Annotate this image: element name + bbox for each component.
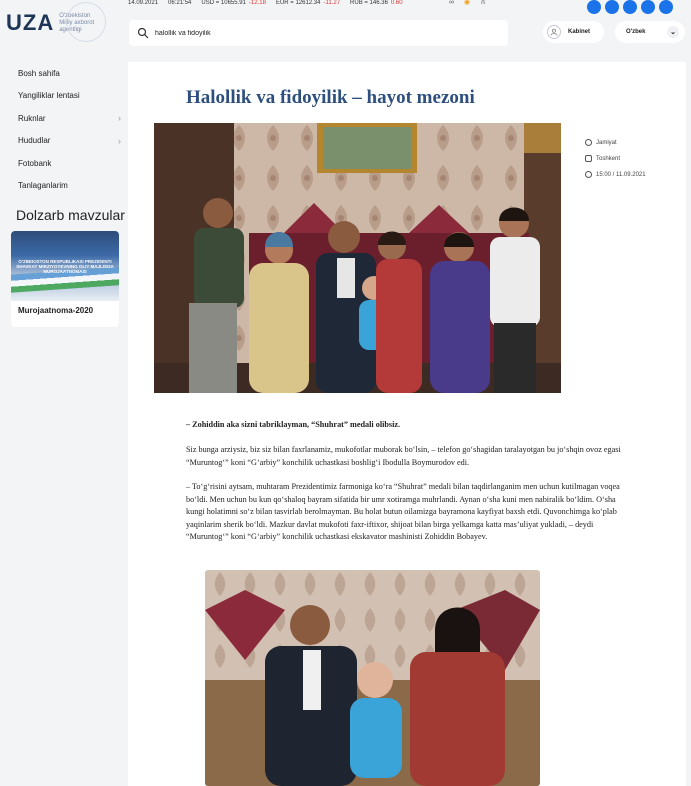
article-paragraph-lead: – Zohiddin aka sizni tabriklayman, “Shuhrat” medali olibsiz.: [186, 420, 401, 429]
article-paragraph: Siz bunga arziysiz, biz siz bilan faxrlanamiz, mukofotlar muborak bo‘lsin, – telefon go‘shagidan taralayotgan bu jo‘shqin ovoz egasi “Muruntog‘” koni “G‘arbiy” konchilik uchastkasi boshlig‘i Ibodulla Boymurodov edi.: [186, 445, 621, 467]
ticker-date: 14.09.2021: [128, 0, 159, 6]
cabinet-button[interactable]: [543, 21, 604, 43]
clock-icon: [585, 171, 592, 178]
category-icon: [585, 139, 592, 146]
cabinet-label: Kabinet: [568, 29, 591, 35]
youtube-icon[interactable]: [659, 0, 673, 14]
instagram-icon[interactable]: [641, 0, 655, 14]
logo-wordmark: UZA: [6, 10, 55, 35]
sidebar-item-rubrics[interactable]: Ruknlar ›: [18, 113, 121, 123]
logo-tagline: O'zbekiston Milliy axborot agentligi: [59, 12, 95, 33]
hot-topic-label: Murojaatnoma-2020: [18, 306, 94, 315]
sidebar-item-news-feed[interactable]: Yangiliklar lentasi: [18, 91, 80, 101]
chevron-right-icon: ›: [118, 135, 121, 146]
meta-datetime: 15:00 / 11.09.2021: [585, 171, 646, 178]
ticker-usd: USD = 10655.91 -12.18: [201, 0, 266, 6]
search-input[interactable]: [155, 30, 485, 37]
hot-topic-caption: O'ZBEKISTON RESPUBLIKASI PREZIDENTI SHAVKAT MIRZIYOYEVNING OLIY MAJLISGA MUROJAATNOMASI: [16, 259, 114, 274]
glasses-icon[interactable]: ∞: [449, 0, 454, 6]
site-logo[interactable]: [6, 6, 121, 40]
location-icon: [585, 155, 592, 162]
telegram-icon[interactable]: [605, 0, 619, 14]
ticker-eur: EUR = 12612.34 -11.27: [275, 0, 341, 6]
meta-category[interactable]: Jamiyat: [585, 139, 646, 146]
hot-topic-card[interactable]: [11, 231, 119, 327]
sidebar-item-regions[interactable]: Hududlar ›: [18, 135, 121, 146]
twitter-icon[interactable]: [623, 0, 637, 14]
hot-topics-title: Dolzarb mavzular: [16, 207, 125, 223]
meta-region[interactable]: Toshkent: [585, 155, 646, 162]
logo-ring: [66, 2, 106, 42]
rss-icon[interactable]: ◉: [464, 0, 471, 6]
article-meta: [585, 139, 646, 187]
chevron-down-icon: ⌄: [667, 26, 679, 38]
language-selector[interactable]: [615, 21, 685, 43]
ticker-time: 06:21:54: [168, 0, 192, 6]
article-photo-family[interactable]: [154, 123, 561, 393]
ticker-icons: [449, 0, 486, 6]
article-photo-grandparents[interactable]: [205, 570, 540, 786]
article-container: [128, 62, 686, 786]
ticker-rub: RUB = 146.36 0.60: [350, 0, 403, 6]
sidebar: [0, 62, 128, 327]
chevron-right-icon: ›: [118, 113, 121, 123]
language-label: O'zbek: [626, 29, 646, 35]
sidebar-item-favorites[interactable]: Tanlaganlarim: [18, 181, 68, 191]
sitemap-icon[interactable]: ⋔: [480, 0, 486, 6]
search-icon: [137, 27, 149, 39]
search-bar[interactable]: [129, 20, 508, 46]
article-title: Halollik va fidoyilik – hayot mezoni: [186, 87, 475, 108]
sidebar-item-photobank[interactable]: Fotobank: [18, 158, 52, 168]
facebook-icon[interactable]: [587, 0, 601, 14]
user-icon: [547, 25, 561, 39]
article-paragraph: – To‘g‘risini aytsam, muhtaram Prezidentimiz farmoniga ko‘ra “Shuhrat” medali bilan taqdirlanganim men uchun kutilmagan voqea bo‘ldi. Men uchun bu kun qo‘shaloq bayram sifatida bir umr xotiramga muhrlandi. Aynan o‘sha kuni men nabiralik bo‘ldim. O‘sha kungi holatimni so‘z bilan tasvirlab berolmayman. Bu holat butun oilamizga bayramona kayfiyat baxsh etdi. Quvonchimga ko‘plab yaqinlarim sherik bo‘ldi. Mazkur davlat mukofoti faxr-iftixor, shijoat bilan birga yelkamga katta mas’uliyat yukladi, – deydi “Muruntog‘” koni “G‘arbiy” konchilik uchastkasi ekskavator mashinisti Zohiddin Bobayev.: [186, 482, 620, 542]
hot-topic-image: [11, 231, 119, 301]
sidebar-item-home[interactable]: Bosh sahifa: [18, 68, 60, 78]
social-links: [587, 0, 673, 14]
